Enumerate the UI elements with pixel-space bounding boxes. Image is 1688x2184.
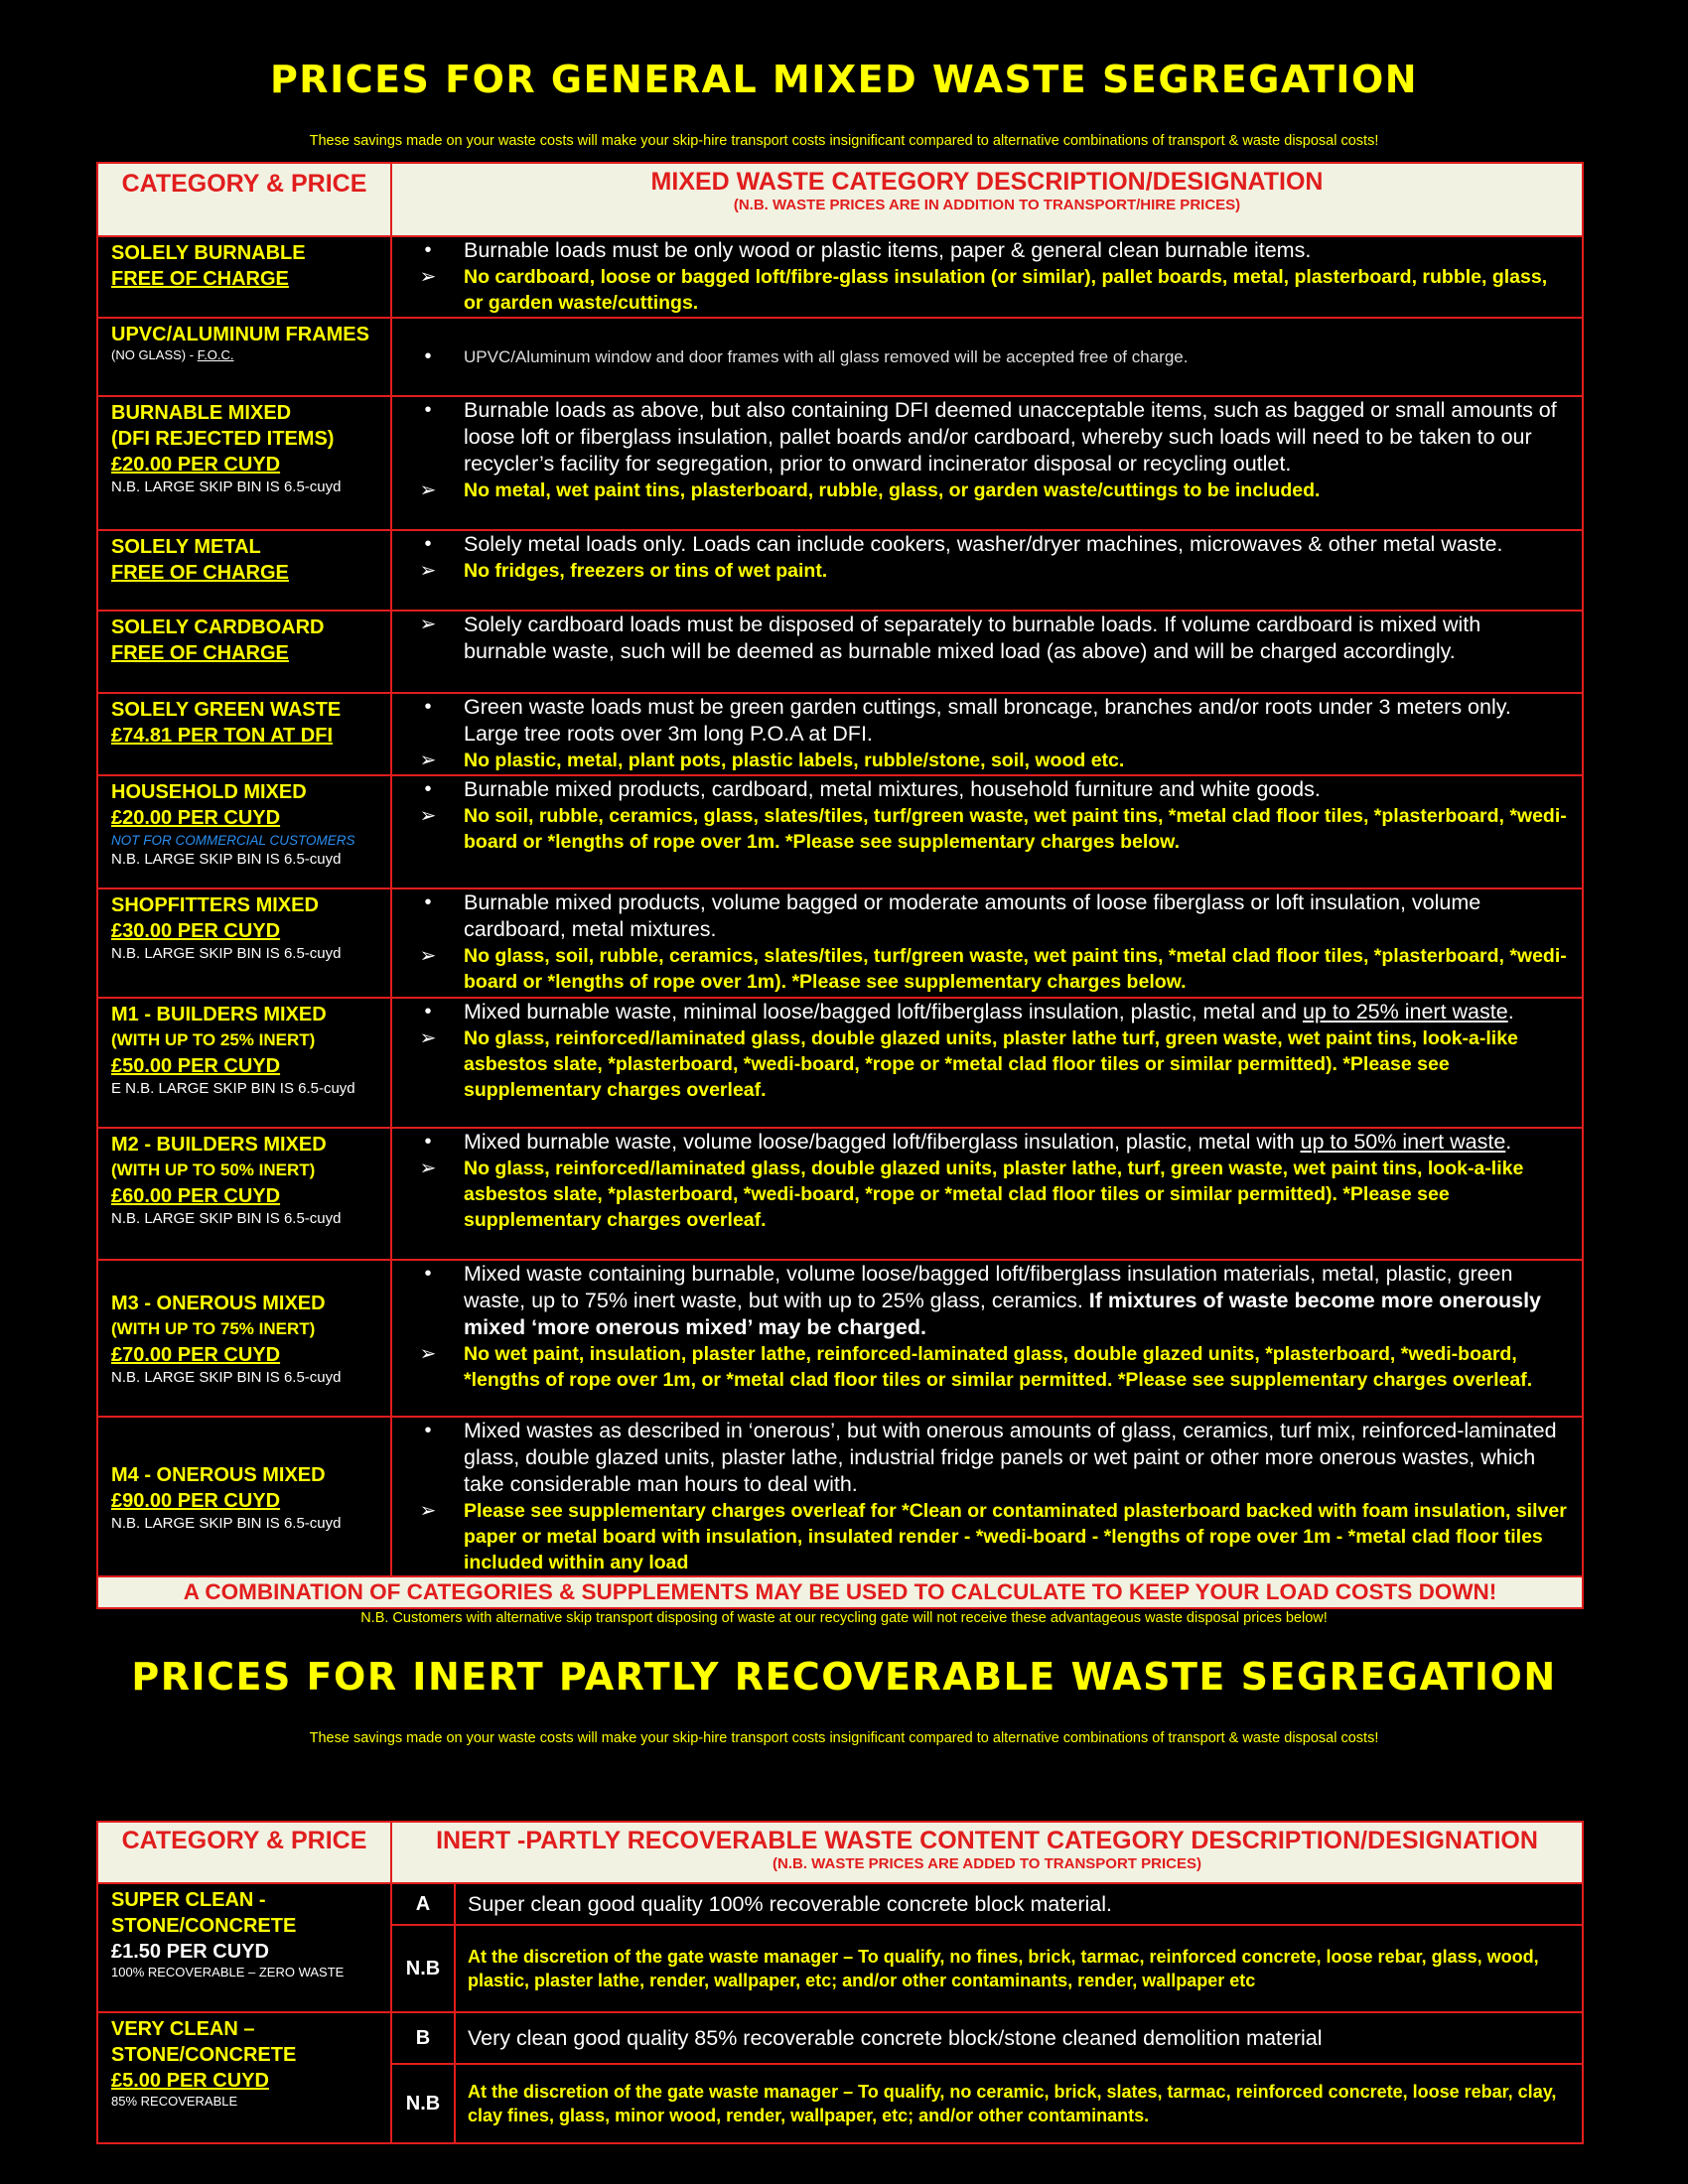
bullet-dot-icon: • (424, 345, 432, 367)
description-cell (391, 396, 1583, 530)
description-cell (391, 1128, 1583, 1260)
category-name: SOLELY CARDBOARD (111, 616, 325, 638)
category-note: N.B. LARGE SKIP BIN IS 6.5-cuyd (111, 945, 342, 962)
table-row (97, 1128, 1583, 1260)
table-row (97, 318, 1583, 396)
arrow-bullet-icon: ➢ (419, 750, 437, 771)
arrow-bullet-icon: ➢ (419, 1500, 437, 1522)
category-price: £70.00 PER CUYD (111, 1344, 281, 1366)
category-subname: (WITH UP TO 75% INERT) (111, 1319, 316, 1338)
table-row (97, 1883, 1583, 1925)
category-note: N.B. LARGE SKIP BIN IS 6.5-cuyd (111, 1369, 342, 1386)
category-name: M4 - ONEROUS MIXED (111, 1463, 326, 1486)
header-description (391, 1822, 1583, 1883)
category-subname: (WITH UP TO 50% INERT) (111, 1160, 316, 1179)
tagline-inert: These savings made on your waste costs will make your skip-hire transport costs insignificant compared to alternative combinations of transport & waste disposal costs! (309, 1730, 1379, 1746)
description-text: Solely metal loads only. Loads can include cookers, washer/dryer machines, microwaves & other metal waste. (464, 532, 1503, 556)
description-cell (391, 530, 1583, 611)
category-price: £5.00 PER CUYD (111, 2070, 269, 2092)
table-row (97, 236, 1583, 318)
category-name: SOLELY GREEN WASTE (111, 699, 342, 721)
category-price: £20.00 PER CUYD (111, 807, 281, 829)
arrow-bullet-icon: ➢ (419, 1158, 437, 1179)
mixed-waste-table (96, 162, 1584, 1609)
category-cell (97, 530, 391, 611)
exclusion-text: No wet paint, insulation, plaster lathe, reinforced-laminated glass, double glazed units, *plasterboard, *wedi-board, *lengths of rope over 1m, or *metal clad floor tiles or similar permitted. *Please see supplementary charges overleaf. (464, 1343, 1533, 1391)
description-cell (391, 236, 1583, 318)
description-text: Burnable loads must be only wood or plastic items, paper & general clean burnable items. (464, 238, 1312, 262)
category-note: N.B. LARGE SKIP BIN IS 6.5-cuyd (111, 1514, 342, 1532)
bullet-dot-icon: • (424, 533, 432, 555)
category-price: FREE OF CHARGE (111, 642, 289, 664)
grade-description: Very clean good quality 85% recoverable concrete block/stone cleaned demolition material (455, 2012, 1583, 2064)
table-row (97, 611, 1583, 693)
bullet-dot-icon: • (424, 1001, 432, 1023)
arrow-bullet-icon: ➢ (419, 945, 437, 967)
page-title-mixed: PRICES FOR GENERAL MIXED WASTE SEGREGATION (269, 58, 1419, 101)
category-price: £1.50 PER CUYD (111, 1941, 269, 1963)
description-cell (391, 998, 1583, 1128)
category-name: HOUSEHOLD MIXED (111, 781, 307, 803)
grade-letter: B (391, 2012, 455, 2064)
bullet-dot-icon: • (424, 696, 432, 718)
category-name: M2 - BUILDERS MIXED (111, 1134, 327, 1156)
category-cell (97, 1260, 391, 1417)
category-name: SUPER CLEAN - STONE/CONCRETE (111, 1889, 297, 1937)
page-title-inert: PRICES FOR INERT PARTLY RECOVERABLE WASTE SEGREGATION (131, 1655, 1557, 1699)
table-row (97, 530, 1583, 611)
arrow-bullet-icon: ➢ (419, 614, 437, 635)
bullet-dot-icon: • (424, 239, 432, 261)
description-text: Solely cardboard loads must be disposed of separately to burnable loads. If volume cardboard is mixed with burnable waste, such will be deemed as burnable mixed load (as above) and will be charged accordingly. (464, 613, 1481, 663)
header-category-price: CATEGORY & PRICE (97, 1822, 391, 1883)
grade-letter: N.B (391, 1925, 455, 2012)
exclusion-text: Please see supplementary charges overleaf for *Clean or contaminated plasterboard backed with foam insulation, silver paper or metal board with insulation, insulated render - *wedi-board - *lengths of rope over 1m - *metal clad floor tiles included within any load (464, 1500, 1567, 1573)
category-cell (97, 998, 391, 1128)
category-name: SOLELY BURNABLE (111, 242, 306, 264)
arrow-bullet-icon: ➢ (419, 1343, 437, 1365)
table-row (97, 2012, 1583, 2064)
arrow-bullet-icon: ➢ (419, 805, 437, 827)
header-description-sub: (N.B. WASTE PRICES ARE ADDED TO TRANSPORT PRICES) (773, 1855, 1201, 1872)
inert-waste-table (96, 1821, 1584, 2144)
exclusion-text: No soil, rubble, ceramics, glass, slates/tiles, turf/green waste, wet paint tins, *metal clad floor tiles, *plasterboard, *wedi-board or *lengths of rope over 1m. *Please see supplementary charges below. (464, 805, 1567, 853)
header-description-title: MIXED WASTE CATEGORY DESCRIPTION/DESIGNATION (650, 168, 1324, 196)
category-name: UPVC/ALUMINUM FRAMES (111, 324, 369, 345)
table-row (97, 775, 1583, 888)
description-text: UPVC/Aluminum window and door frames with all glass removed will be accepted free of charge. (464, 347, 1189, 366)
category-cell (97, 1128, 391, 1260)
description-cell (391, 318, 1583, 396)
description-cell (391, 775, 1583, 888)
bullet-dot-icon: • (424, 399, 432, 421)
grade-letter: A (391, 1883, 455, 1925)
category-name: M1 - BUILDERS MIXED (111, 1004, 327, 1025)
grade-condition: At the discretion of the gate waste manager – To qualify, no fines, brick, tarmac, reinforced concrete, loose rebar, glass, wood, plastic, plaster lathe, render, wallpaper, etc; and/or other contaminants, render, wallpaper etc (455, 1925, 1583, 2012)
description-text: Burnable mixed products, volume bagged or moderate amounts of loose fiberglass or loft insulation, volume cardboard, metal mixtures. (464, 890, 1481, 941)
exclusion-text: No metal, wet paint tins, plasterboard, rubble, glass, or garden waste/cuttings to be included. (464, 479, 1321, 501)
bullet-dot-icon: • (424, 1420, 432, 1441)
description-text: Burnable loads as above, but also containing DFI deemed unacceptable items, such as bagged or small amounts of loose loft or fiberglass insulation, pallet boards and/or cardboard, whereby such loads will need to be taken to our recycler’s facility for segregation, prior to onward incinerator disposal or recycling outlet. (464, 398, 1557, 476)
category-name: SOLELY METAL (111, 536, 261, 558)
header-description-title: INERT -PARTLY RECOVERABLE WASTE CONTENT CATEGORY DESCRIPTION/DESIGNATION (436, 1827, 1538, 1854)
category-subname: (WITH UP TO 25% INERT) (111, 1030, 316, 1049)
exclusion-text: No glass, soil, rubble, ceramics, slates/tiles, turf/green waste, wet paint tins, *metal clad floor tiles, *plasterboard, *wedi-board or *lengths of rope over 1m). *Please see supplementary charges below. (464, 945, 1567, 993)
category-cell (97, 2012, 391, 2143)
exclusion-text: No plastic, metal, plant pots, plastic labels, rubble/stone, soil, wood etc. (464, 750, 1125, 771)
category-note: N.B. LARGE SKIP BIN IS 6.5-cuyd (111, 1210, 342, 1227)
description-text: Mixed burnable waste, volume loose/bagged loft/fiberglass insulation, plastic, metal with up to 50% inert waste. (464, 1130, 1512, 1154)
description-cell (391, 611, 1583, 693)
description-cell (391, 1260, 1583, 1417)
category-cell (97, 611, 391, 693)
exclusion-text: No glass, reinforced/laminated glass, double glazed units, plaster lathe turf, green waste, wet paint tins, look-a-like asbestos slate, *plasterboard, *wedi-board, *rope or *metal clad floor tiles or similar permitted). *Please see supplementary charges overleaf. (464, 1027, 1518, 1101)
category-cell (97, 396, 391, 530)
category-cell (97, 775, 391, 888)
grade-condition: At the discretion of the gate waste manager – To qualify, no ceramic, brick, slates, tarmac, reinforced concrete, loose rebar, clay, clay fines, glass, minor wood, render, wallpaper, etc; and/or other contaminants. (455, 2064, 1583, 2143)
footnote-gate: N.B. Customers with alternative skip transport disposing of waste at our recycling gate will not receive these advantageous waste disposal prices below! (360, 1610, 1328, 1626)
combination-banner: A COMBINATION OF CATEGORIES & SUPPLEMENTS MAY BE USED TO CALCULATE TO KEEP YOUR LOAD COSTS DOWN! (97, 1576, 1583, 1608)
exclusion-text: No glass, reinforced/laminated glass, double glazed units, plaster lathe, turf, green waste, wet paint tins, look-a-like asbestos slate, *plasterboard, *wedi-board, *rope or *metal clad floor tiles or similar permitted). *Please see supplementary charges overleaf. (464, 1158, 1524, 1231)
arrow-bullet-icon: ➢ (419, 479, 437, 501)
description-text: Mixed burnable waste, minimal loose/bagged loft/fiberglass insulation, plastic, metal and up to 25% inert waste. (464, 1000, 1514, 1024)
category-price: £90.00 PER CUYD (111, 1489, 281, 1512)
arrow-bullet-icon: ➢ (419, 560, 437, 582)
category-price: £50.00 PER CUYD (111, 1055, 281, 1077)
exclusion-text: No fridges, freezers or tins of wet paint. (464, 560, 828, 582)
category-name: VERY CLEAN – STONE/CONCRETE (111, 2018, 297, 2066)
category-note: (NO GLASS) - F.O.C. (111, 347, 234, 362)
category-price: £30.00 PER CUYD (111, 920, 281, 942)
exclusion-text: No cardboard, loose or bagged loft/fibre-glass insulation (or similar), pallet boards, metal, plasterboard, rubble, glass, or garden waste/cuttings. (464, 266, 1548, 314)
category-cell (97, 888, 391, 998)
category-price: £60.00 PER CUYD (111, 1185, 281, 1207)
category-note: E N.B. LARGE SKIP BIN IS 6.5-cuyd (111, 1080, 355, 1097)
category-cell (97, 318, 391, 396)
category-cell (97, 1883, 391, 2012)
bullet-dot-icon: • (424, 778, 432, 800)
grade-description: Super clean good quality 100% recoverable concrete block material. (455, 1883, 1583, 1925)
description-cell (391, 1417, 1583, 1576)
category-name: SHOPFITTERS MIXED (111, 894, 319, 916)
description-text: Burnable mixed products, cardboard, metal mixtures, household furniture and white goods. (464, 777, 1321, 801)
category-price: FREE OF CHARGE (111, 268, 289, 290)
category-name: BURNABLE MIXED (111, 402, 292, 424)
category-note: N.B. LARGE SKIP BIN IS 6.5-cuyd (111, 478, 342, 495)
description-cell (391, 693, 1583, 775)
tagline-mixed: These savings made on your waste costs will make your skip-hire transport costs insignificant compared to alternative combinations of transport & waste disposal costs! (309, 133, 1379, 149)
category-price: FREE OF CHARGE (111, 562, 289, 584)
category-cell (97, 1417, 391, 1576)
table-row (97, 396, 1583, 530)
arrow-bullet-icon: ➢ (419, 1027, 437, 1049)
description-text: Mixed wastes as described in ‘onerous’, but with onerous amounts of glass, ceramics, turf mix, reinforced-laminated glass, double glazed units, plaster lathe, industrial fridge panels or wet paint or other more onerous wastes, which take considerable man hours to deal with. (464, 1419, 1557, 1496)
category-price: £20.00 PER CUYD (111, 454, 281, 476)
table-row (97, 998, 1583, 1128)
bullet-dot-icon: • (424, 1131, 432, 1153)
category-note: 100% RECOVERABLE – ZERO WASTE (111, 1965, 345, 1979)
category-subname: (DFI REJECTED ITEMS) (111, 428, 335, 450)
table-row (97, 693, 1583, 775)
arrow-bullet-icon: ➢ (419, 266, 437, 288)
category-note: N.B. LARGE SKIP BIN IS 6.5-cuyd (111, 851, 342, 868)
header-category-price: CATEGORY & PRICE (97, 163, 391, 236)
table-row (97, 1417, 1583, 1576)
grade-letter: N.B (391, 2064, 455, 2143)
bullet-dot-icon: • (424, 891, 432, 913)
header-description (391, 163, 1583, 236)
bullet-dot-icon: • (424, 1263, 432, 1285)
description-cell (391, 888, 1583, 998)
category-note-commercial: NOT FOR COMMERCIAL CUSTOMERS (111, 833, 355, 848)
category-cell (97, 236, 391, 318)
description-text: Mixed waste containing burnable, volume loose/bagged loft/fiberglass insulation materials, metal, plastic, green waste, up to 75% inert waste, but with up to 25% glass, ceramics. If mixtures of waste become more onerously mixed ‘more onerous mixed’ may be charged. (464, 1262, 1541, 1339)
category-price: £74.81 PER TON AT DFI (111, 725, 334, 747)
category-name: M3 - ONEROUS MIXED (111, 1293, 326, 1314)
category-cell (97, 693, 391, 775)
header-description-sub: (N.B. WASTE PRICES ARE IN ADDITION TO TRANSPORT/HIRE PRICES) (733, 197, 1241, 213)
description-text: Green waste loads must be green garden cuttings, small broncage, branches and/or roots under 3 meters only. Large tree roots over 3m long P.O.A at DFI. (464, 695, 1511, 746)
table-row (97, 1260, 1583, 1417)
table-row (97, 888, 1583, 998)
category-note: 85% RECOVERABLE (111, 2094, 238, 2109)
